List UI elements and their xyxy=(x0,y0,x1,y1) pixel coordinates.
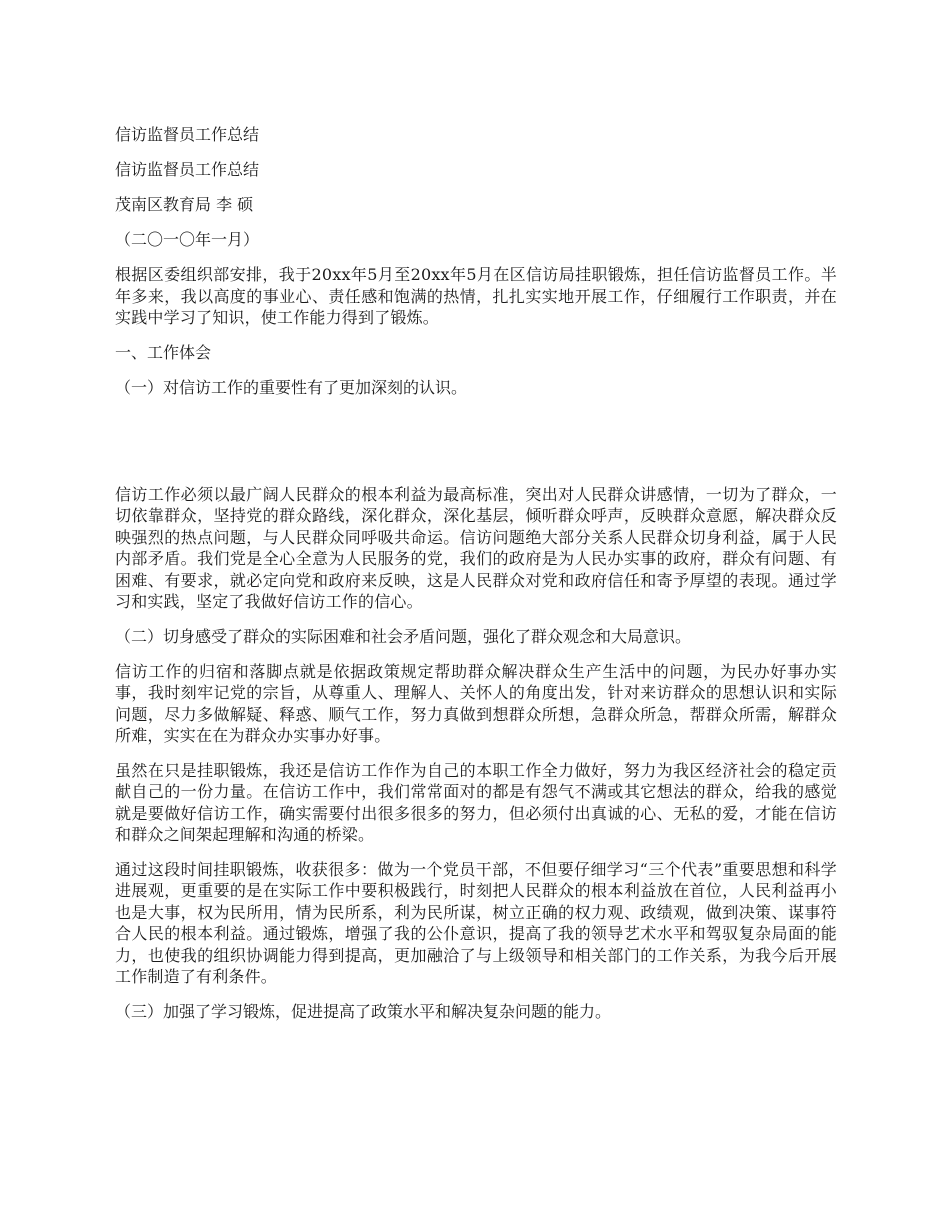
subsection-heading-1: （一）对信访工作的重要性有了更加深刻的认识。 xyxy=(115,377,468,397)
subsection-1-paragraph: 信访工作必须以最广阔人民群众的根本利益为最高标准，突出对人民群众讲感情，一切为了群众，一切依靠群众，坚持党的群众路线，深化群众，深化基层，倾听群众呼声，反映群众意愿，解决群众反映强烈的热点问题，与人民群众同呼吸共命运。信访问题绝大部分关系人民群众切身利益，属于人民内部矛盾。我们党是全心全意为人民服务的党，我们的政府是为人民办实事的政府，群众有问题、有困难、有要求，就必定向党和政府来反映，这是人民群众对党和政府信任和寄予厚望的表现。通过学习和实践，坚定了我做好信访工作的信心。 xyxy=(115,484,837,611)
subsection-heading-2: （二）切身感受了群众的实际困难和社会矛盾问题，强化了群众观念和大局意识。 xyxy=(115,626,692,646)
intro-paragraph: 根据区委组织部安排，我于20xx年5月至20xx年5月在区信访局挂职锻炼，担任信访监督员工作。半年多来，我以高度的事业心、责任感和饱满的热情，扎扎实实地开展工作，仔细履行工作职责，并在实践中学习了知识，使工作能力得到了锻炼。 xyxy=(115,265,837,327)
subsection-2-paragraph-3: 通过这段时间挂职锻炼，收获很多：做为一个党员干部，不但要仔细学习“三个代表”重要思想和科学进展观，更重要的是在实际工作中要积极践行，时刻把人民群众的根本利益放在首位，人民利益再小也是大事，权为民所用，情为民所系，利为民所谋，树立正确的权力观、政绩观，做到决策、谋事符合人民的根本利益。通过锻炼，增强了我的公仆意识，提高了我的领导艺术水平和驾驭复杂局面的能力，也使我的组织协调能力得到提高，更加融洽了与上级领导和相关部门的工作关系，为我今后开展工作制造了有利条件。 xyxy=(115,859,837,986)
subsection-heading-3: （三）加强了学习锻炼，促进提高了政策水平和解决复杂问题的能力。 xyxy=(115,1001,612,1021)
section-heading-1: 一、工作体会 xyxy=(115,342,212,362)
document-subtitle: 信访监督员工作总结 xyxy=(115,160,260,179)
document-author: 茂南区教育局 李 硕 xyxy=(115,195,254,214)
document-title: 信访监督员工作总结 xyxy=(115,125,260,144)
document-page xyxy=(115,124,837,1036)
blank-space xyxy=(115,412,837,484)
document-date: （二〇一〇年一月） xyxy=(115,230,260,249)
subsection-2-paragraph-2: 虽然在只是挂职锻炼，我还是信访工作作为自己的本职工作全力做好，努力为我区经济社会的稳定贡献自己的一份力量。在信访工作中，我们常常面对的都是有怨气不满或其它想法的群众，给我的感觉就是要做好信访工作，确实需要付出很多很多的努力，但必须付出真诚的心、无私的爱，才能在信访和群众之间架起理解和沟通的桥梁。 xyxy=(115,760,837,844)
subsection-2-paragraph-1: 信访工作的归宿和落脚点就是依据政策规定帮助群众解决群众生产生活中的问题，为民办好事办实事，我时刻牢记党的宗旨，从尊重人、理解人、关怀人的角度出发，针对来访群众的思想认识和实际问题，尽力多做解疑、释惑、顺气工作，努力真做到想群众所想，急群众所急，帮群众所需，解群众所难，实实在在为群众办实事办好事。 xyxy=(115,661,837,745)
